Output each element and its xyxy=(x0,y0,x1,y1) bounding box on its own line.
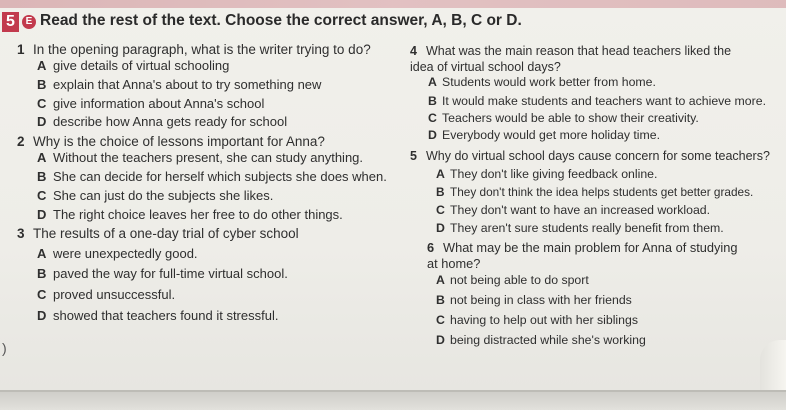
question-4-option-a[interactable]: A Students would work better from home. xyxy=(428,75,656,89)
question-5-option-d[interactable]: D They aren't sure students really benefit from them. xyxy=(436,221,724,235)
question-4-option-c[interactable]: C Teachers would be able to show their creativity. xyxy=(428,111,699,125)
question-4-option-d[interactable]: D Everybody would get more holiday time. xyxy=(428,128,661,142)
instruction-text: Read the rest of the text. Choose the correct answer, A, B, C or D. xyxy=(40,12,522,29)
page-top-band xyxy=(0,0,786,8)
exam-task-icon: E xyxy=(22,15,36,29)
question-2-option-a[interactable]: A Without the teachers present, she can study anything. xyxy=(37,150,364,165)
question-3: 3 The results of a one-day trial of cyber school xyxy=(17,226,299,241)
question-5-option-b[interactable]: B They don't think the idea helps students get better grades. xyxy=(436,185,754,199)
question-1: 1 In the opening paragraph, what is the writer trying to do? xyxy=(17,42,371,57)
question-1-option-a[interactable]: A give details of virtual schooling xyxy=(37,58,230,73)
question-2-option-c[interactable]: C She can just do the subjects she likes. xyxy=(37,188,274,203)
question-2-option-d[interactable]: D The right choice leaves her free to do other things. xyxy=(37,207,343,222)
question-6-option-d[interactable]: D being distracted while she's working xyxy=(436,333,646,347)
question-5: 5 Why do virtual school days cause concern for some teachers? xyxy=(410,149,770,163)
question-2-option-b[interactable]: B She can decide for herself which subjects she does when. xyxy=(37,169,387,184)
question-6-option-a[interactable]: A not being able to do sport xyxy=(436,273,589,287)
question-3-option-c[interactable]: C proved unsuccessful. xyxy=(37,287,176,302)
section-number-badge: 5 xyxy=(2,12,19,32)
question-3-option-d[interactable]: D showed that teachers found it stressful. xyxy=(37,308,279,323)
question-5-option-c[interactable]: C They don't want to have an increased workload. xyxy=(436,203,711,217)
question-6: 6 What may be the main problem for Anna of studying at home? xyxy=(427,240,738,271)
question-4: 4 What was the main reason that head teachers liked the idea of virtual school days? xyxy=(410,44,732,74)
stray-mark: ) xyxy=(2,340,7,356)
question-1-option-b[interactable]: B explain that Anna's about to try something new xyxy=(37,77,322,92)
question-4-option-b[interactable]: B It would make students and teachers want to achieve more. xyxy=(428,94,766,108)
page-bottom-edge xyxy=(0,392,786,410)
question-1-option-d[interactable]: D describe how Anna gets ready for school xyxy=(37,114,288,129)
question-6-option-b[interactable]: B not being in class with her friends xyxy=(436,293,632,307)
question-6-option-c[interactable]: C having to help out with her siblings xyxy=(436,313,638,327)
question-3-option-a[interactable]: A were unexpectedly good. xyxy=(37,246,198,261)
question-1-option-c[interactable]: C give information about Anna's school xyxy=(37,96,265,111)
question-3-option-b[interactable]: B paved the way for full-time virtual school. xyxy=(37,266,288,281)
question-5-option-a[interactable]: A They don't like giving feedback online. xyxy=(436,167,658,181)
question-2: 2 Why is the choice of lessons important for Anna? xyxy=(17,134,325,149)
